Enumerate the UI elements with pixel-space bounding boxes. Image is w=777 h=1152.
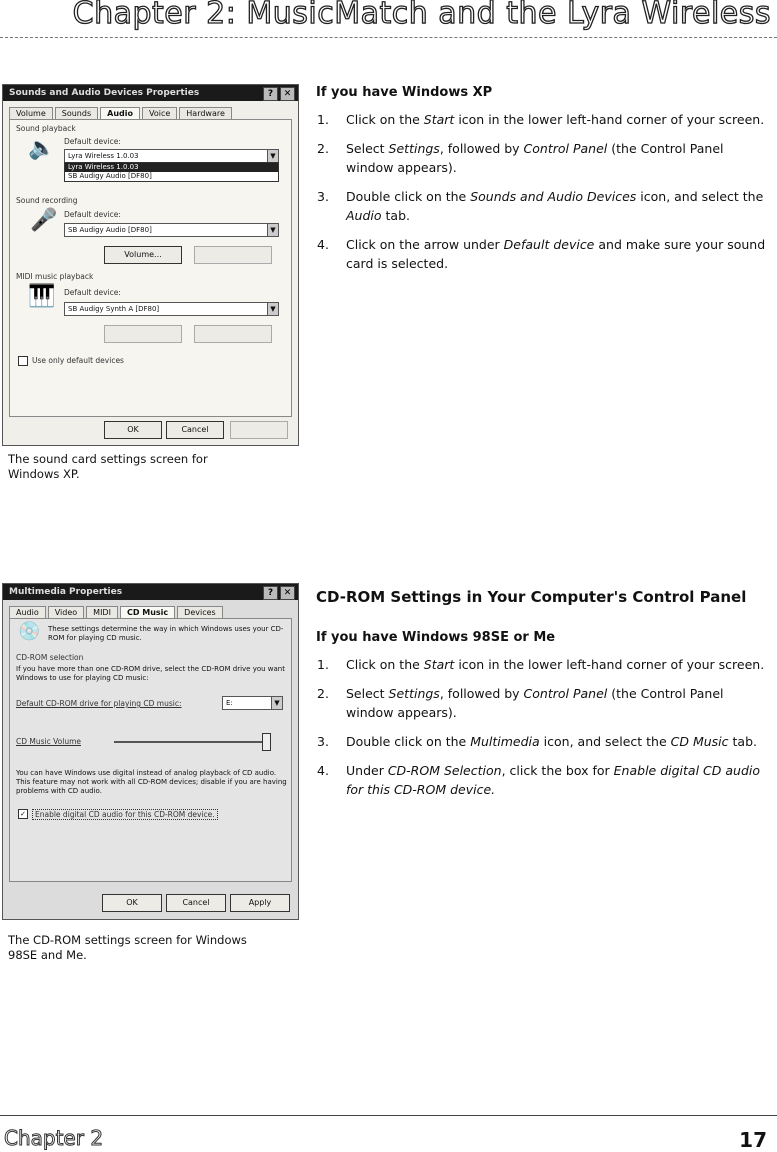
step-number: 3. xyxy=(317,189,329,204)
caption-line: Windows XP. xyxy=(8,467,80,481)
cancel-button[interactable]: Cancel xyxy=(166,894,226,912)
cd-drive-label: Default CD-ROM drive for playing CD music: xyxy=(16,699,182,708)
tab-sounds[interactable]: Sounds xyxy=(55,107,98,119)
microphone-icon: 🎤 xyxy=(30,208,58,233)
step-item xyxy=(316,684,768,722)
playback-device-label: Default device: xyxy=(64,137,121,146)
step-item xyxy=(316,139,768,177)
step-number: 1. xyxy=(317,112,329,127)
playback-group-label: Sound playback xyxy=(16,124,76,133)
step-text: tab. xyxy=(381,208,410,223)
ok-button[interactable]: OK xyxy=(104,421,162,439)
step-number: 2. xyxy=(317,686,329,701)
cdrom-section-title: CD-ROM Settings in Your Computer's Control Panel xyxy=(316,588,747,606)
dialog-tabs xyxy=(3,600,298,618)
cd-volume-track xyxy=(114,741,264,743)
midi-about-button xyxy=(194,325,272,343)
xp-sound-dialog-screenshot xyxy=(2,84,299,446)
xp-instructions xyxy=(316,85,768,283)
tab-volume[interactable]: Volume xyxy=(9,107,53,119)
playback-device-dropdown[interactable] xyxy=(64,149,279,163)
tab-midi[interactable]: MIDI xyxy=(86,606,118,618)
cd-volume-slider[interactable] xyxy=(262,733,271,751)
audio-tab-panel xyxy=(9,119,292,417)
step-emphasis: CD-ROM Selection xyxy=(387,763,502,778)
step-item xyxy=(316,187,768,225)
xp-steps-list xyxy=(316,110,768,273)
midi-volume-button xyxy=(104,325,182,343)
step-text: and make sure your sound card is selected. xyxy=(346,237,766,271)
dialog-title: Sounds and Audio Devices Properties xyxy=(9,88,200,98)
default-devices-checkbox[interactable] xyxy=(18,356,28,366)
enable-digital-checkbox[interactable]: ✓ xyxy=(18,809,28,819)
step-emphasis: Control Panel xyxy=(523,141,608,156)
step-number: 3. xyxy=(317,734,329,749)
xp-heading: If you have Windows XP xyxy=(316,85,493,100)
footer-rule xyxy=(0,1115,777,1116)
dialog-titlebar xyxy=(3,85,298,101)
step-text: , click the box for xyxy=(501,763,614,778)
step-text: (the Control Panel window appears). xyxy=(346,686,724,720)
step-number: 1. xyxy=(317,657,329,672)
default-devices-label: Use only default devices xyxy=(32,356,124,365)
close-icon[interactable]: ✕ xyxy=(280,87,295,101)
step-emphasis: Start xyxy=(423,112,455,127)
step-number: 2. xyxy=(317,141,329,156)
step-emphasis: Enable digital CD audio for this CD-ROM device. xyxy=(346,763,760,797)
caption-line: The CD-ROM settings screen for Windows xyxy=(8,933,247,947)
chevron-down-icon[interactable]: ▼ xyxy=(271,697,282,709)
step-item xyxy=(316,655,768,674)
cd-selection-group-label: CD-ROM selection xyxy=(16,653,84,662)
cd-drive-value: E: xyxy=(226,699,233,707)
caption-line: 98SE and Me. xyxy=(8,948,87,962)
midi-group-label: MIDI music playback xyxy=(16,272,94,281)
dialog-tabs xyxy=(3,101,298,119)
step-number: 4. xyxy=(317,237,329,252)
ok-button[interactable]: OK xyxy=(102,894,162,912)
cd-selection-text: If you have more than one CD-ROM drive, select the CD-ROM drive you want Windows to use for playing CD music: xyxy=(16,665,285,682)
list-item[interactable]: SB Audigy Audio [DF80] xyxy=(68,172,152,180)
me-multimedia-dialog-screenshot xyxy=(2,583,299,920)
playback-device-value: Lyra Wireless 1.0.03 xyxy=(68,152,139,160)
midi-device-dropdown[interactable] xyxy=(64,302,279,316)
dialog-title: Multimedia Properties xyxy=(9,587,123,597)
cdrom-steps-list xyxy=(316,655,768,799)
apply-button xyxy=(230,421,288,439)
step-text: icon, and select the xyxy=(636,189,764,204)
tab-hardware[interactable]: Hardware xyxy=(179,107,232,119)
tab-voice[interactable]: Voice xyxy=(142,107,177,119)
recording-device-value: SB Audigy Audio [DF80] xyxy=(68,226,152,234)
step-emphasis: Settings xyxy=(388,686,440,701)
step-text: Under xyxy=(346,763,388,778)
step-emphasis: Start xyxy=(423,657,455,672)
header-rule xyxy=(0,37,777,38)
step-text: tab. xyxy=(728,734,757,749)
xp-figure-caption xyxy=(8,452,208,482)
step-text: , followed by xyxy=(439,686,524,701)
midi-device-value: SB Audigy Synth A [DF80] xyxy=(68,305,160,313)
midi-device-label: Default device: xyxy=(64,288,121,297)
tab-cd-music[interactable]: CD Music xyxy=(120,606,175,618)
step-emphasis: Sounds and Audio Devices xyxy=(470,189,637,204)
dialog-titlebar xyxy=(3,584,298,600)
recording-device-dropdown[interactable] xyxy=(64,223,279,237)
step-text: , followed by xyxy=(439,141,524,156)
chapter-title: Chapter 2: MusicMatch and the Lyra Wireless xyxy=(72,0,771,31)
cd-drive-dropdown[interactable] xyxy=(222,696,283,710)
cd-volume-label: CD Music Volume xyxy=(16,737,82,746)
step-item xyxy=(316,732,768,751)
volume-button[interactable]: Volume... xyxy=(104,246,182,264)
step-item xyxy=(316,761,768,799)
step-number: 4. xyxy=(317,763,329,778)
cd-icon: 💿 xyxy=(18,621,41,642)
enable-digital-label: Enable digital CD audio for this CD-ROM device. xyxy=(32,809,218,820)
step-text: Select xyxy=(346,141,389,156)
step-emphasis: CD Music xyxy=(670,734,729,749)
cd-intro-text: These settings determine the way in which Windows uses your CD-ROM for playing CD music. xyxy=(48,625,284,642)
step-text: Double click on the xyxy=(346,189,471,204)
help-icon[interactable]: ? xyxy=(263,586,278,600)
step-text: Click on the xyxy=(346,657,424,672)
advanced-button xyxy=(194,246,272,264)
help-icon[interactable]: ? xyxy=(263,87,278,101)
step-text: Select xyxy=(346,686,389,701)
cd-music-tab-panel xyxy=(9,618,292,882)
chevron-down-icon[interactable]: ▼ xyxy=(267,150,278,162)
cdrom-figure-caption xyxy=(8,933,247,963)
tab-audio[interactable]: Audio xyxy=(100,107,140,119)
apply-button[interactable]: Apply xyxy=(230,894,290,912)
step-text: Click on the xyxy=(346,112,424,127)
playback-options-list xyxy=(64,162,279,182)
step-emphasis: Settings xyxy=(388,141,440,156)
cancel-button[interactable]: Cancel xyxy=(166,421,224,439)
list-item[interactable]: Lyra Wireless 1.0.03 xyxy=(65,163,278,172)
cdrom-instructions xyxy=(316,588,768,809)
step-text: icon in the lower left-hand corner of your screen. xyxy=(454,657,765,672)
footer-chapter: Chapter 2 xyxy=(4,1126,104,1150)
keyboard-icon: 🎹 xyxy=(28,284,56,309)
step-text: Click on the arrow under xyxy=(346,237,504,252)
tab-audio[interactable]: Audio xyxy=(9,606,46,618)
tab-video[interactable]: Video xyxy=(48,606,84,618)
tab-devices[interactable]: Devices xyxy=(177,606,223,618)
caption-line: The sound card settings screen for xyxy=(8,452,208,466)
step-emphasis: Multimedia xyxy=(470,734,540,749)
close-icon[interactable]: ✕ xyxy=(280,586,295,600)
step-text: icon, and select the xyxy=(539,734,671,749)
step-text: Double click on the xyxy=(346,734,471,749)
cdrom-heading: If you have Windows 98SE or Me xyxy=(316,630,556,645)
cd-digital-text: You can have Windows use digital instead of analog playback of CD audio. This feature may not work with all CD-ROM devices; disable if you are having problems with CD audio. xyxy=(16,769,287,795)
speaker-icon: 🔈 xyxy=(28,136,56,161)
step-text: icon in the lower left-hand corner of your screen. xyxy=(454,112,765,127)
step-item xyxy=(316,110,768,129)
step-item xyxy=(316,235,768,273)
step-emphasis: Audio xyxy=(346,208,382,223)
chevron-down-icon[interactable]: ▼ xyxy=(267,303,278,315)
page-number: 17 xyxy=(739,1128,767,1152)
step-emphasis: Control Panel xyxy=(523,686,608,701)
step-emphasis: Default device xyxy=(503,237,595,252)
recording-group-label: Sound recording xyxy=(16,196,78,205)
chevron-down-icon[interactable]: ▼ xyxy=(267,224,278,236)
recording-device-label: Default device: xyxy=(64,210,121,219)
step-text: (the Control Panel window appears). xyxy=(346,141,724,175)
